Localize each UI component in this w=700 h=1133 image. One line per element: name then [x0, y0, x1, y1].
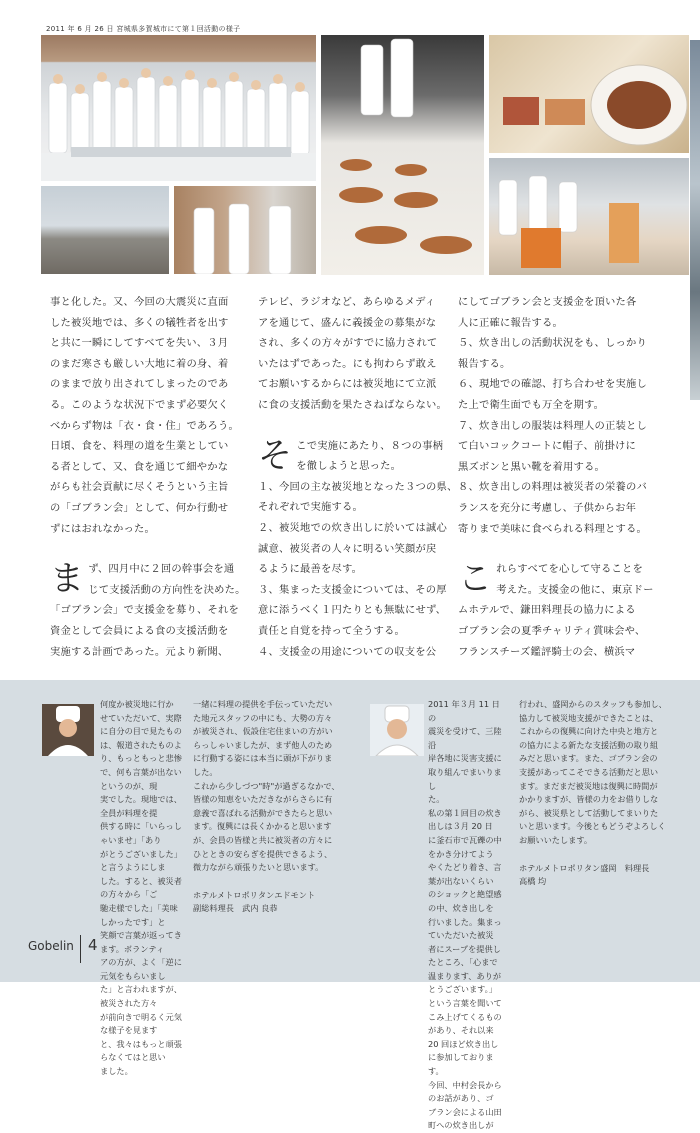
col3-paragraph-2: れらすべてを心して守ることを 考えた。支援金の他に、東京ドー ムホテルで、鎌田料理長の協力による ゴブラン会の夏季チャリティ賞味会や、 フランスチーズ鑑評騎士の会、横浜マ [458, 563, 654, 658]
takeuchi-message-b [193, 698, 348, 916]
col3-dropcap: こ [458, 559, 493, 600]
takeuchi-name: 副総料理長 武内 良恭 [193, 903, 278, 914]
text-column-3 [458, 292, 678, 662]
photo-dish-closeup [489, 35, 689, 153]
chef-messages-panel [0, 680, 700, 1131]
col1-dropcap: ま [50, 559, 85, 600]
col2-dropcap: そ [258, 435, 293, 476]
photo-chefs-serving [174, 186, 316, 274]
takeuchi-message-a [42, 698, 182, 1079]
photo-plates-line [321, 35, 484, 275]
photo-people-eating [489, 158, 689, 275]
takahashi-message-b [519, 698, 679, 889]
magazine-name: Gobelin [28, 939, 74, 953]
col2-paragraph-2: こで実施にあたり、８つの事柄 を徹しようと思った。 １、今回の主な被災地となった３つの県、 それぞれで実施する。 ２、被災地での炊き出しに於いては誠心 誠意、被災者の人々に明るい笑顔が戻 るように最善を尽す。 ３、集まった支援金については、その厚 意に添うべく１円たりとも無駄にせず、 責任と自覚を持って全うする。 ４、支援金の用途についての収支を公 [258, 439, 458, 658]
takeuchi-text-a: 何度か被災地に行か せていただいて、実際 に自分の目で見たもの は、報道されたものよ り、もっともっと悲惨 で、何も言葉が出ないというのが、現 実でした。現地では、全員が料理を提 供する時に「いらっしゃいませ」「あり がとうございました」と言うようにしま した。すると、被災者の方々から「ご 馳走様でした」「美味しかったです」と 笑顔で言葉が返ってきます。ボランティ アの方が、よく「逆に元気をもらいまし た」と言われますが、被災された方々 が前向きで明るく元気な様子を見ます と、我々はもっと頑張らなくてはと思い ました。 [100, 699, 182, 1077]
text-column-1 [50, 292, 250, 662]
takahashi-message-a [370, 698, 505, 1133]
photo-chefs-group [41, 35, 316, 181]
takahashi-text-b: 行われ、盛岡からのスタッフも参加し、 協力して被災地支援ができたことは、 これからの復興に向けた中央と地方と の協力による新たな支援活動の取り組 みだと思います。また、ゴブラン会の 支援があってこそできる活動だと思い ます。まだまだ被災地は復興に時間が かかりますが、皆様の力をお借りしな がら、被災県として活動してまいりた いと思います。今後ともどうぞよろしく お願いいたします。 [519, 699, 667, 845]
photo-disaster-area [41, 186, 169, 274]
edge-photo-strip [690, 40, 700, 400]
col3-paragraph-1: にしてゴブラン会と支援金を頂いた各 人に正確に報告する。 ５、炊き出しの活動状況をも、しっかり 報告する。 ６、現地での確認、打ち合わせを実施し た上で衛生面でも万全を期す。 ７、炊き出しの服装は料理人の正装とし て白いコックコートに帽子、前掛けに 黒ズボンと黒い靴を着用する。 ８、炊き出しの料理は被災者の栄養のバ ランスを充分に考慮し、子供からお年 寄りまで美味に食べられる料理とする。 [458, 296, 647, 535]
col2-paragraph-1: テレビ、ラジオなど、あらゆるメディ アを通じて、盛んに義援金の募集がな され、多くの方々がすでに協力されて いたはずであった。にも拘わらず敢え てお願いするからには被災地にて立派 に食の支援活動を果たさねばならない。 [258, 296, 447, 411]
takahashi-text-a: 2011 年３月 11 日の 震災を受けて、三陸沿 岸各地に災害支援に 取り組んでまいりまし た。 私の第１回目の炊き出しは３月 20 日 に釜石市で瓦礫の中をかき分けてよう やくたどり着き、言葉が出ないくらい のショックと絶望感の中、炊き出しを 行いました。集まっていただいた被災 者にスープを提供したところ、「心まで 温まります、ありがとうございます。」 という言葉を聞いてこみ上げてくるもの があり、それ以来 20 回ほど炊き出し に参加しております。 今回、中村会長からのお話があり、ゴ ブラン会による山田町への炊き出しが [428, 699, 502, 1131]
takeuchi-text-b: 一緒に料理の提供を手伝っていただい た地元スタッフの中にも、大勢の方々 が被災され、仮設住宅住まいの方がい らっしゃいましたが、まず他人のため に行動する姿には本当に頭が下がりま した。 これから少しづつ"時"が過ぎるなかで、 皆様の知恵をいただきながらさらに有 意義で喜ばれる活動ができたらと思い ます。復興には長くかかると思います が、会員の皆様と共に被災者の方々に ひとときの安らぎを提供できるよう、 微力ながら頑張りたいと思います。 [193, 699, 340, 873]
col1-paragraph-2: ず、四月中に２回の幹事会を通 じて支援活動の方向性を決めた。 「ゴブラン会」で支援金を募り、それを 資金として会員による食の支援活動を 実施する計画であった。元より新聞、 [50, 563, 246, 658]
takeuchi-hotel: ホテルメトロポリタンエドモント [193, 889, 316, 900]
takahashi-name: 高橋 均 [519, 876, 547, 887]
photo-caption: 2011 年 6 月 26 日 宮城県多賀城市にて第１回活動の様子 [46, 25, 241, 33]
takahashi-hotel: ホテルメトロポリタン盛岡 料理長 [519, 862, 650, 873]
footer-divider [80, 935, 81, 963]
col1-paragraph-1: 事と化した。又、今回の大震災に直面 した被災地では、多くの犠牲者を出す と共に一瞬にしてすべてを失い、３月 のまだ寒さも厳しい大地に着の身、着 のままで放り出されてしまったのであ る。このような状況下でまず必要欠く べからず物は「衣・食・住」であろう。 日頃、食を、料理の道を生業としてい る者として、又、食を通じて細やかな がらも社会貢献に尽くそうという主旨 の「ゴブラン会」として、何か行動せ ずにはおれなかった。 [50, 296, 239, 535]
text-column-2 [258, 292, 458, 662]
page-number: 4 [88, 936, 98, 954]
